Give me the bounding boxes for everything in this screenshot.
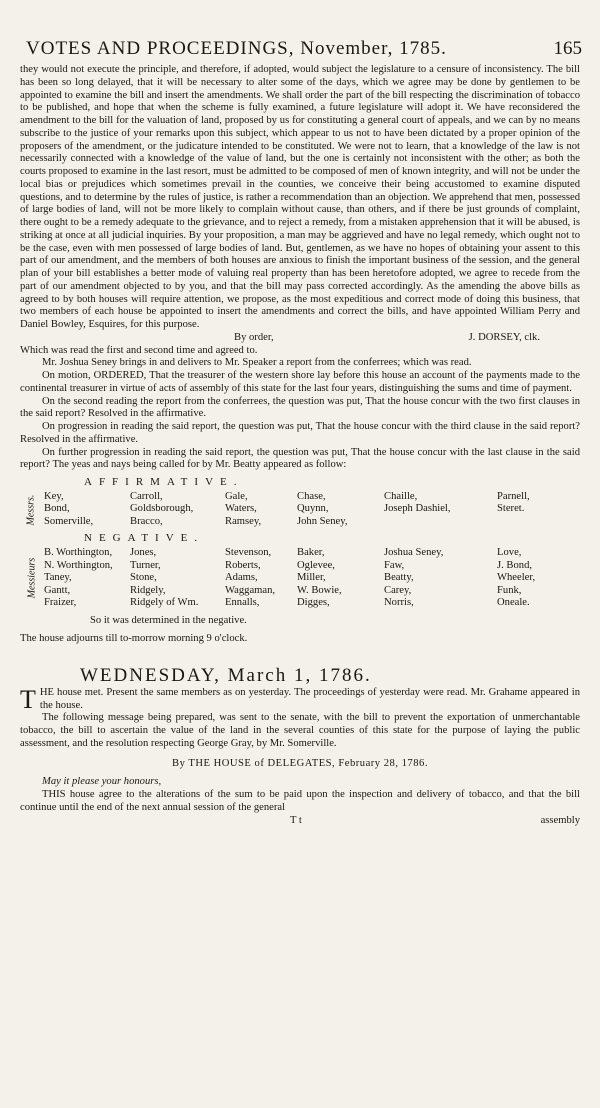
signature-mark: T t: [290, 814, 302, 826]
vote-name: Adams,: [225, 572, 258, 583]
report-paragraph: Mr. Joshua Seney brings in and delivers to Mr. Speaker a report from the conferrees; which was read.: [42, 357, 472, 369]
signature-line: [20, 332, 580, 345]
negative-block: [26, 547, 580, 610]
day-heading: WEDNESDAY, March 1, 1786.: [80, 665, 372, 686]
letter-paragraph: they would not execute the principle, and therefore, if adopted, would subject the legislature to a censure of inconsistency. The bill has been so long delayed, that it will be necessary to alter some of the days, which we agree may be done by gentlemen to be appointed to examine the bill and insert the amendments. We shall order the part of the bill respecting the discrimination of tobacco to be published, and hope that when the scheme is fully examined, a future legislature will adopt it. We have reconsidered the amendment to the bill for the valuation of land, proposed by us for constituting a general court of appeals, and we can by no means subscribe to the justice of your remarks upon this subject, which appear to us not to have been dictated by a proper opinion of the proposers of the amendment, or the judicature intended to be constituted. We were not to learn, that a knowledge of the law is not necessarily connected with a knowledge of the value of land, but the one is certainly not inconsistent with the other; as both the courts proposed to examine in the last resort, must be admitted to be composed of men of known integrity, and will not be under the local bias or prejudices which sometimes prevail in the counties, we conceive their being accustomed to examine disputed questions, and to determine by the rules of justice, is rather a recommendation than an objection. We apprehend that men, possessed of large bodies of land, will not be more likely to complain without cause, than others, and if there be just grounds of complaint, there ought to be a remedy adequate to the grievance, and to reject a remedy, from a mistaken apprehension that it will be abused, is striking at once at all judicial inquiries. By your proposition, a man may be aggrieved and have no legal remedy, which ought not to be the case, even with men possessed of large bodies of land. But, gentlemen, as we have no hopes of obtaining your assent to this part of our amendment, and the members of both houses are anxious to finish the important business of the session, and the general plan of your bill establishes a better mode of valuing real property than has been heretofore adopted, we agree to recede from the part of our amendment objected to by you, and that the bill may pass corrected accordingly. As the amending the above bills as agreed to by both houses will require attention, we propose, as the most expeditious and correct mode of doing this business, that two members of each house be appointed to insert the amendments and correct the bills, and have appointed William Perry and Daniel Bowley, Esquires, for this purpose.: [20, 64, 580, 330]
vote-name: Ridgely of Wm.: [130, 597, 199, 608]
affirmative-names: [44, 491, 577, 529]
vote-name: B. Worthington,: [44, 547, 113, 558]
vote-name: Ridgely,: [130, 584, 166, 596]
vote-name: Key,: [44, 490, 64, 502]
affirmative-heading: AFFIRMATIVE.: [84, 476, 244, 488]
vote-name: Goldsborough,: [130, 503, 194, 515]
vote-name: Oneale.: [497, 597, 530, 608]
vote-name: Waters,: [225, 503, 257, 515]
message-sender: By THE HOUSE of DELEGATES, February 28, 1786.: [172, 757, 428, 769]
salutation: May it please your honours,: [42, 776, 162, 788]
vote-name: [497, 516, 577, 529]
body-text: [20, 64, 580, 827]
vote-name: Norris,: [384, 597, 414, 608]
vote-name: Bracco,: [130, 515, 163, 527]
adjournment-line: The house adjourns till to-morrow morning 9 o'clock.: [20, 633, 248, 645]
vote-name: Taney,: [44, 572, 72, 583]
vote-name: N. Worthington,: [44, 559, 113, 571]
vote-name: Faw,: [384, 559, 405, 571]
last-clause-paragraph: On further progression in reading the said report, the question was put, That the house concur with the last clause in the said report? The yeas and nays being called for by Mr. Beatty appeared as follow:: [20, 446, 580, 471]
house-met-text: HE house met. Present the same members as on yesterday. The proceedings of yesterday were read. Mr. Grahame appeared in the house.: [39, 686, 580, 711]
vote-name: Ennalls,: [225, 597, 260, 608]
negative-side-label: Messieurs: [26, 557, 38, 599]
vote-name: Gale,: [225, 490, 248, 502]
page-footer: [20, 815, 580, 828]
vote-name: Carey,: [384, 584, 412, 596]
vote-name: Oglevee,: [297, 559, 335, 571]
motion-text: That the treasurer of the western shore lay before this house an account of the payments made to the continental treasurer in virtue of acts of assembly of this state for the last four years, distinguishing the sums and time of payment.: [20, 370, 580, 394]
vote-name: Ramsey,: [225, 515, 262, 527]
vote-result: So it was determined in the negative.: [90, 614, 247, 626]
vote-name: Somerville,: [44, 515, 94, 527]
vote-name: Chaille,: [384, 490, 418, 502]
vote-name: Gantt,: [44, 584, 71, 596]
ordered-word: ORDERED,: [93, 370, 147, 381]
vote-name: Stevenson,: [225, 547, 272, 558]
motion-prefix: On motion,: [42, 370, 94, 381]
vote-name: Roberts,: [225, 559, 261, 571]
vote-name: Stone,: [130, 572, 157, 583]
vote-name: Waggaman,: [225, 584, 276, 596]
house-met-paragraph: [20, 684, 580, 714]
drop-capital: T: [20, 684, 36, 714]
vote-name: Steret.: [497, 503, 525, 515]
vote-name: Love,: [497, 547, 522, 558]
vote-name: Beatty,: [384, 572, 414, 583]
vote-name: Quynn,: [297, 503, 329, 515]
message-body: THIS house agree to the alterations of the sum to be paid upon the inspection and delivery of tobacco, and that the bill continue until the end of the next annual session of the general: [20, 789, 580, 813]
vote-name: W. Bowie,: [297, 584, 342, 596]
vote-name: Wheeler,: [497, 572, 536, 583]
vote-name: John Seney,: [297, 515, 348, 527]
vote-name: Joshua Seney,: [384, 547, 444, 558]
running-title: VOTES AND PROCEEDINGS, November, 1785.: [26, 38, 447, 59]
vote-name: [384, 516, 497, 529]
vote-name: Bond,: [44, 503, 70, 515]
second-reading-paragraph: On the second reading the report from the conferrees, the question was put, That the house concur with the two first clauses in the said report? Resolved in the affirmative.: [20, 395, 580, 420]
read-paragraph: Which was read the first and second time and agreed to.: [20, 344, 258, 356]
motion-paragraph: [20, 370, 580, 396]
vote-name: Digges,: [297, 597, 330, 608]
catchword: assembly: [540, 814, 580, 826]
vote-name: Joseph Dashiel,: [384, 503, 451, 515]
vote-name: Fraizer,: [44, 597, 77, 608]
vote-name: Carroll,: [130, 490, 163, 502]
vote-name: J. Bond,: [497, 559, 533, 571]
vote-name: Funk,: [497, 584, 522, 596]
affirmative-block: [26, 491, 580, 529]
page-header: [26, 38, 586, 62]
third-clause-paragraph: On progression in reading the said report, the question was put, That the house concur with the third clause in the said report? Resolved in the affirmative.: [20, 421, 580, 445]
message-paragraph: The following message being prepared, was sent to the senate, with the bill to prevent the exportation of unmerchantable tobacco, the bill to ascertain the value of the land in the several counties of this state for the purpose of laying the public assessment, and the resolution respecting George Gray, by Mr. Somerville.: [20, 712, 580, 749]
affirmative-side-label: Messrs.: [25, 494, 37, 525]
negative-names: [44, 547, 577, 610]
vote-name: Chase,: [297, 490, 326, 502]
vote-name: Baker,: [297, 547, 325, 558]
vote-name: Parnell,: [497, 490, 530, 502]
by-order-text: By order,: [234, 331, 274, 343]
vote-name: Miller,: [297, 572, 326, 583]
clerk-signature: J. DORSEY, clk.: [468, 331, 540, 343]
vote-name: Jones,: [130, 547, 157, 558]
page-number: 165: [553, 38, 582, 59]
vote-name: Turner,: [130, 559, 161, 571]
negative-heading: NEGATIVE.: [84, 532, 205, 545]
